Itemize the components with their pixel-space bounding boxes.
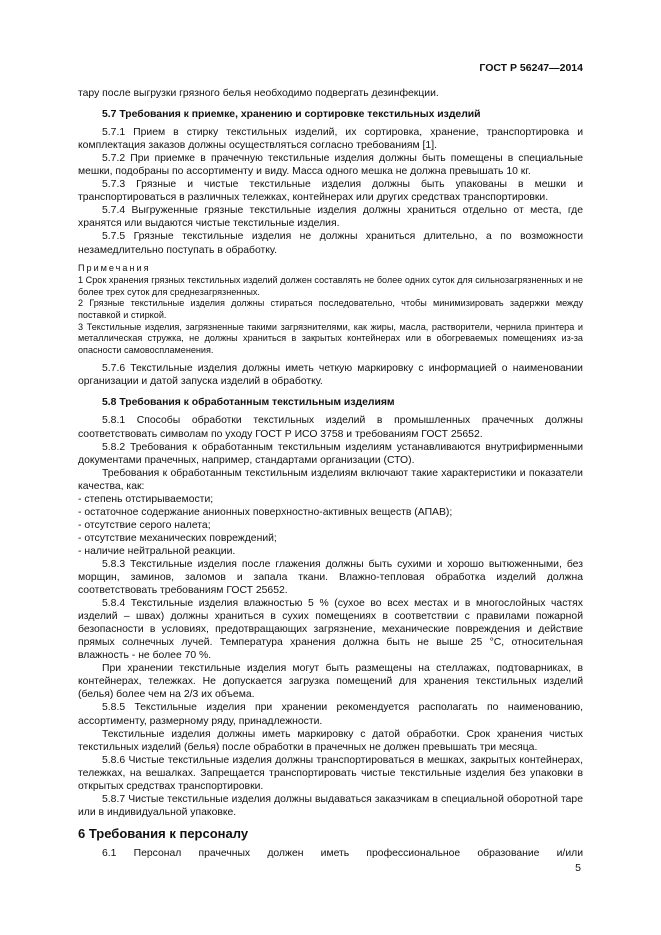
section-5-8-title: 5.8 Требования к обработанным текстильным изделиям [102,397,395,409]
section-6-title: 6 Требования к персоналу [78,825,249,841]
paragraph-5-8-2-requirements: Требования к обработанным текстильным изделиям включают такие характеристики и показатели качества, как: [78,467,583,492]
note-3: 3 Текстильные изделия, загрязненные такими загрязнителями, как жиры, масла, растворители, чернила принтера и металлическая стружка, не должны храниться в закрытых контейнерах или в обогреваемых помещениях из-за опасности самовоспламенения. [78,321,583,355]
list-item: - отсутствие механических повреждений; [78,532,277,544]
paragraph-6-1: 6.1 Персонал прачечных должен иметь профессиональное образование и/или [102,847,583,859]
notes-title: Примечания [78,262,151,273]
section-5-7-title: 5.7 Требования к приемке, хранению и сортировке текстильных изделий [102,109,481,121]
paragraph-5-7-4: 5.7.4 Выгруженные грязные текстильные изделия должны храниться отдельно от места, где хранятся или выдаются чистые текстильные изделия. [78,205,583,230]
paragraph-5-8-4-storage: При хранении текстильные изделия могут быть размещены на стеллажах, подтоварниках, в контейнерах, тележках. Не допускается загрузка помещений для хранения текстильных изделий (белья) более чем на 2/3 их объема. [78,663,583,701]
paragraph-5-8-1: 5.8.1 Способы обработки текстильных изделий в промышленных прачечных должны соответствовать символам по уходу ГОСТ Р ИСО 3758 и требованиям ГОСТ 25652. [78,415,583,440]
paragraph-5-8-6: 5.8.6 Чистые текстильные изделия должны транспортироваться в мешках, закрытых контейнерах, тележках, на вешалках. Запрещается транспортировать чистые текстильные изделия без упаковки в открытых средствах транспортировки. [78,754,583,792]
intro-paragraph: тару после выгрузки грязного белья необходимо подвергать дезинфекции. [78,88,439,99]
paragraph-5-8-3: 5.8.3 Текстильные изделия после глажения должны быть сухими и хорошо вытюженными, без морщин, заминов, заломов и запала ткани. Влажно-тепловая обработка изделий должна соответствовать требованиям ГОСТ 25652. [78,558,583,597]
list-item: - степень отстирываемости; [78,493,214,505]
document-body [78,87,583,860]
paragraph-5-7-5: 5.7.5 Грязные текстильные изделия не должны храниться длительно, а по возможности незамедлительно поступать в обработку. [78,231,583,256]
standard-header: ГОСТ Р 56247—2014 [479,62,583,74]
paragraph-5-8-5-marking: Текстильные изделия должны иметь маркировку с датой обработки. Срок хранения чистых текстильных изделий (белья) после обработки в прачечных не должен превышать три месяца. [78,728,583,753]
notes-block [78,263,583,357]
note-1: 1 Срок хранения грязных текстильных изделий должен составлять не более одних суток для сильнозагрязненных и не более трех суток для среднезагрязненных. [78,275,583,297]
paragraph-5-7-6: 5.7.6 Текстильные изделия должны иметь четкую маркировку с информацией о наименовании организации и датой запуска изделий в обработку. [78,363,583,388]
paragraph-5-8-5: 5.8.5 Текстильные изделия при хранении рекомендуется располагать по наименованию, ассортименту, размерному ряду, принадлежности. [78,702,583,727]
list-item: - остаточное содержание анионных поверхностно-активных веществ (АПАВ); [78,506,453,518]
paragraph-5-8-7: 5.8.7 Чистые текстильные изделия должны выдаваться заказчикам в специальной оборотной таре или в индивидуальной упаковке. [78,793,583,818]
paragraph-5-7-2: 5.7.2 При приемке в прачечную текстильные изделия должны быть помещены в специальные мешки, подобраны по ассортименту и виду. Масса одного мешка не должна превышать 10 кг. [78,153,583,178]
list-item: - наличие нейтральной реакции. [78,545,236,557]
paragraph-5-7-3: 5.7.3 Грязные и чистые текстильные изделия должны быть упакованы в мешки и транспортироваться в различных тележках, контейнерах или других средствах транспортировки. [78,179,583,204]
list-item: - отсутствие серого налета; [78,519,211,531]
page-number: 5 [575,862,581,874]
paragraph-5-7-1: 5.7.1 Прием в стирку текстильных изделий, их сортировка, хранение, транспортировка и комплектация заказов должны осуществляться согласно требованиям [1]. [78,127,583,152]
note-2: 2 Грязные текстильные изделия должны стираться последовательно, чтобы минимизировать задержки между поставкой и стиркой. [78,298,583,320]
paragraph-5-8-4: 5.8.4 Текстильные изделия влажностью 5 % (сухое во всех местах и в многослойных частях изделий – швах) должны храниться в сухих помещениях в соответствии с правилами пожарной безопасности в условиях, предотвращающих загрязнение, механические повреждения и действие прямых солнечных лучей. Температура хранения должна быть не выше 25 °С, относительная влажность - не более 70 %. [78,598,583,662]
paragraph-5-8-2: 5.8.2 Требования к обработанным текстильным изделиям устанавливаются внутрифирменными документами прачечных, например, стандартами организации (СТО). [78,441,583,466]
